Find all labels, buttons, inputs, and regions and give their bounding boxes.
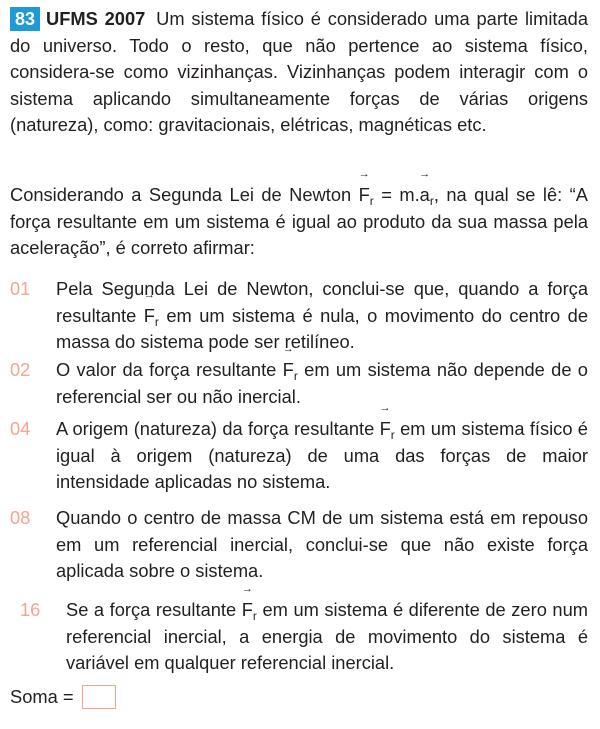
lead-after: , na qual se lê: “A força resultante em um sistema é igual ao produto da sua massa pela aceleração”, é correto afirmar: — [10, 184, 588, 258]
option-number: 01 — [10, 278, 31, 299]
lead-before: Considerando a Segunda Lei de Newton — [10, 184, 352, 205]
option-number: 08 — [10, 507, 31, 528]
force-vector: → F — [144, 303, 155, 330]
force-vector: → F — [242, 597, 253, 624]
option-number: 04 — [10, 418, 31, 439]
newton-formula: → $F_r = m.\to a_r$ — [359, 184, 434, 205]
question-intro — [10, 6, 588, 139]
force-vector: → F — [380, 416, 391, 443]
question-number-badge: 83 — [10, 7, 40, 31]
force-vector: → F — [359, 182, 370, 209]
acceleration-vector: → a — [420, 182, 430, 209]
option-text: Pela Segunda Lei de Newton, conclui-se que, quando a força resultante → $F_r$ em um sistema é nula, o movimento do centro de massa do sistema pode ser retilíneo. — [56, 276, 588, 356]
question-source: UFMS 2007 — [46, 8, 146, 29]
question-lead — [10, 182, 588, 262]
sum-field — [10, 684, 116, 710]
option-text: Quando o centro de massa CM de um sistema está em repouso em um referencial inercial, conclui-se que não existe força aplicada sobre o sistema. — [56, 507, 588, 581]
sum-answer-box[interactable] — [82, 685, 116, 709]
option-04 — [10, 416, 588, 496]
option-number: 16 — [20, 599, 41, 620]
option-02 — [10, 357, 588, 410]
option-16 — [20, 597, 588, 677]
option-number: 02 — [10, 359, 31, 380]
option-text: A origem (natureza) da força resultante → $F_r$ em um sistema físico é igual à origem (natureza) de uma das forças de maior intensidade aplicadas no sistema. — [56, 416, 588, 496]
option-text: O valor da força resultante → $F_r$ em um sistema não depende de o referencial ser ou não inercial. — [56, 357, 588, 410]
option-08 — [10, 505, 588, 585]
option-text: Se a força resultante → $F_r$ em um sistema é diferente de zero num referencial inercial, a energia de movimento do sistema é variável em qualquer referencial inercial. — [66, 597, 588, 677]
force-vector: → F — [283, 357, 294, 384]
sum-label: Soma = — [10, 686, 74, 707]
intro-text: Um sistema físico é considerado uma parte limitada do universo. Todo o resto, que não pertence ao sistema físico, considera-se como vizinhanças. Vizinhanças podem interagir com o sistema aplicando simultaneamente forças de várias origens (natureza), como: gravitacionais, elétricas, magnéticas etc. — [10, 8, 588, 135]
option-01 — [10, 276, 588, 356]
